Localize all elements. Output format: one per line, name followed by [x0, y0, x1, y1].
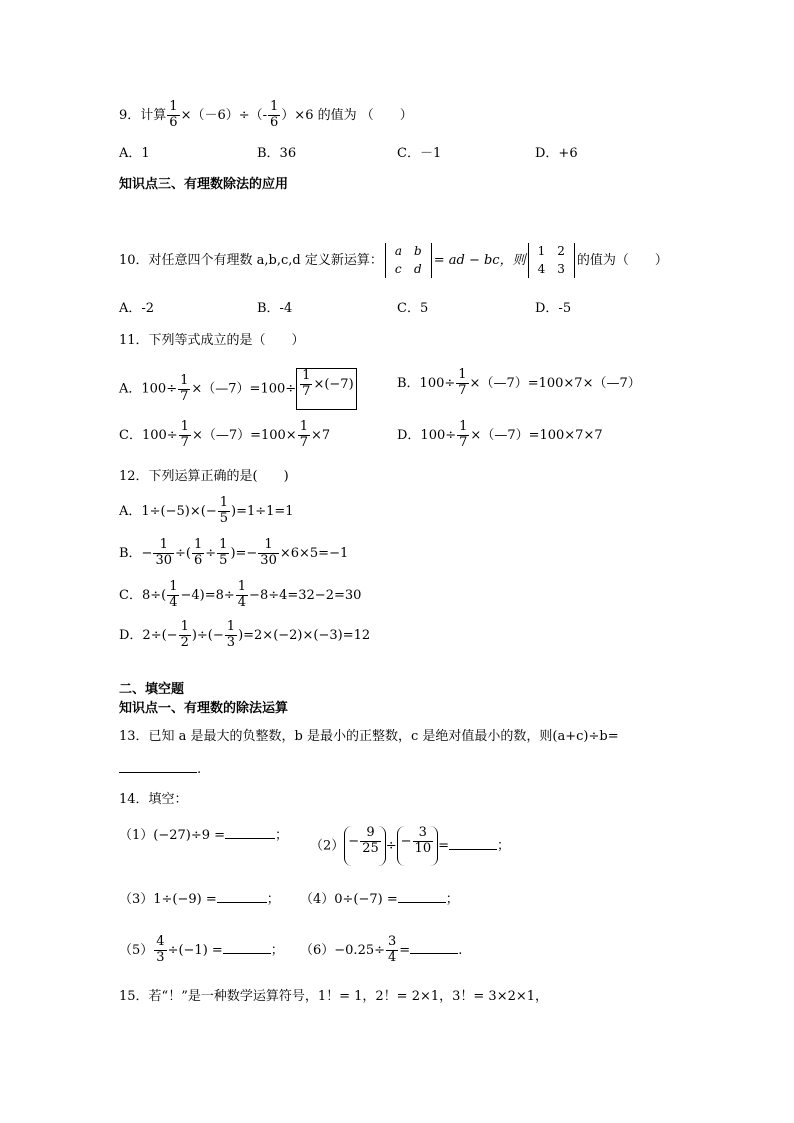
numerator: 1	[459, 419, 468, 434]
numerator: 1	[219, 495, 228, 510]
numerator: 1	[219, 537, 228, 552]
q9-option-a: A．1	[119, 146, 150, 161]
text: ×（—7）=100×7×7	[470, 427, 603, 443]
q14-part-3	[119, 890, 280, 906]
answer-blank[interactable]	[449, 837, 497, 850]
det-cell: 2	[557, 244, 565, 258]
fraction	[360, 826, 381, 857]
section-heading: 知识点三、有理数除法的应用	[119, 177, 289, 192]
numerator: 1	[270, 99, 279, 114]
q9-option-d: D．+6	[535, 146, 578, 161]
q12-option-c	[119, 580, 361, 611]
text: C．100÷	[119, 427, 178, 443]
text: )÷(−	[191, 627, 224, 643]
q9-mid: ×（－6）÷（-	[180, 107, 268, 123]
fraction	[456, 368, 468, 399]
question-14-stem: 14．填空：	[119, 792, 188, 807]
denominator: 30	[260, 552, 277, 568]
q14-part-4	[300, 890, 459, 906]
question-11-stem: 11．下列等式成立的是（ ）	[119, 333, 305, 348]
fraction	[386, 935, 398, 966]
numerator: 1	[169, 99, 178, 114]
q14-part-6	[300, 935, 462, 966]
fraction	[236, 580, 248, 611]
text: ÷(	[175, 545, 191, 561]
denominator: 2	[180, 634, 189, 650]
numerator: 1	[237, 579, 247, 594]
numerator: 3	[413, 826, 434, 842]
denominator: 7	[459, 434, 468, 450]
denominator: 5	[219, 552, 228, 568]
q9-option-b: B．36	[257, 146, 297, 161]
text: A．1÷(−5)×(−	[119, 503, 217, 519]
denominator: 7	[299, 434, 308, 450]
denominator: 4	[169, 594, 178, 610]
text: ；	[266, 892, 280, 907]
det-cell: 1	[537, 244, 546, 258]
fraction	[167, 580, 179, 611]
denominator: 6	[270, 114, 279, 130]
numerator: 1	[299, 419, 308, 434]
text: A．100÷	[119, 381, 178, 397]
part-heading: 二、填空题	[119, 682, 185, 697]
answer-blank[interactable]	[217, 890, 267, 903]
denominator: 6	[193, 552, 203, 568]
text: C．8÷(	[119, 587, 167, 603]
denominator: 30	[155, 552, 172, 568]
text: （1）(−27)÷9 =	[119, 828, 226, 843]
q12-option-b	[119, 538, 348, 569]
denominator: 4	[237, 594, 247, 610]
fraction	[298, 420, 310, 451]
determinant	[385, 243, 432, 278]
q10-option-a: A．-2	[119, 301, 155, 316]
text: ；	[275, 828, 289, 843]
numerator: 1	[180, 372, 189, 388]
fraction	[413, 826, 434, 857]
text: )=1÷1=1	[231, 503, 294, 519]
q14-part-2: （2） − $\frac{9}{25}$ ÷ − $\frac{3}{10}$ = ；	[310, 826, 510, 866]
denominator: 7	[180, 434, 189, 450]
text: B．−	[119, 545, 153, 561]
determinant	[528, 243, 575, 278]
denominator: 3	[156, 949, 165, 965]
denominator: 7	[458, 382, 467, 398]
text: ×7	[310, 427, 331, 443]
q10-option-b: B．-4	[257, 301, 293, 316]
fraction	[268, 100, 280, 131]
q11-option-d	[397, 420, 603, 451]
denominator: 25	[362, 840, 379, 856]
answer-blank[interactable]	[225, 826, 275, 839]
denominator: 6	[169, 114, 178, 130]
text: ×6×5=−1	[279, 545, 349, 561]
text: =	[399, 942, 411, 958]
det-cell: 4	[537, 261, 546, 276]
text: ×（—7）=100×7×（—7）	[469, 375, 641, 391]
fraction	[167, 100, 179, 131]
section-heading: 知识点一、有理数的除法运算	[119, 701, 289, 716]
numerator: 9	[360, 826, 381, 842]
denominator: 7	[302, 383, 311, 399]
denominator: 7	[180, 388, 189, 404]
text: ÷	[205, 545, 217, 561]
fraction	[217, 538, 229, 569]
numerator: 4	[156, 934, 165, 949]
answer-blank[interactable]	[223, 941, 271, 954]
question-15: 15．若“！”是一种数学运算符号，1！= 1，2！= 2×1，3！= 3×2×1，	[119, 989, 549, 1004]
fraction	[178, 374, 190, 405]
text: ；	[497, 838, 511, 854]
q10-suffix: 的值为（ ）	[576, 253, 668, 269]
q12-option-d	[119, 620, 370, 651]
bracket-group	[296, 368, 356, 410]
question-9	[119, 100, 413, 131]
question-10	[119, 243, 668, 278]
text: D．100÷	[397, 427, 457, 443]
q10-option-c: C．5	[397, 301, 429, 316]
denominator: 5	[219, 510, 228, 526]
numerator: 1	[302, 368, 311, 383]
q10-option-d: D．-5	[535, 301, 572, 316]
question-13: 13．已知 a 是最大的负整数，b 是最小的正整数，c 是绝对值最小的数，则(a+c)÷b=	[119, 729, 619, 744]
q9-option-c: C．－1	[397, 146, 442, 161]
answer-blank[interactable]	[398, 890, 446, 903]
fraction	[154, 935, 166, 966]
paren-group: − $\frac{9}{25}$	[344, 826, 385, 866]
fraction	[457, 420, 469, 451]
q12-option-a	[119, 496, 294, 527]
fraction	[179, 620, 191, 651]
numerator: 1	[180, 619, 189, 634]
q13-answer-blank[interactable]: .	[119, 760, 201, 776]
det-cell: b	[414, 244, 422, 258]
question-12-stem: 12．下列运算正确的是( )	[119, 469, 289, 484]
text: （5）	[119, 942, 154, 958]
denominator: 4	[388, 949, 397, 965]
fraction	[258, 538, 279, 569]
numerator: 1	[226, 619, 236, 634]
det-cell: c	[394, 261, 402, 276]
text: （3）1÷(−9) =	[119, 892, 217, 907]
q11-option-a	[119, 368, 357, 410]
fraction	[218, 496, 230, 527]
text: −8÷4=32−2=30	[249, 587, 362, 603]
numerator: 1	[458, 367, 467, 382]
text: D．2÷(−	[119, 627, 178, 643]
fraction	[225, 620, 237, 651]
text: ；	[445, 892, 459, 907]
numerator: 1	[180, 419, 189, 434]
text: ；	[270, 942, 284, 958]
det-cell: 3	[557, 261, 565, 276]
text: )=2×(−2)×(−3)=12	[238, 627, 371, 643]
text: ×(−7)	[313, 376, 354, 392]
answer-blank[interactable]	[410, 941, 458, 954]
q10-eq: = ad − bc，则	[433, 253, 526, 269]
det-cell: d	[414, 261, 422, 276]
text: B．100÷	[397, 375, 456, 391]
text: （2）	[310, 838, 345, 854]
denominator: 3	[226, 634, 236, 650]
text: （6）−0.25÷	[300, 942, 386, 958]
numerator: 1	[153, 538, 174, 554]
fraction	[153, 538, 174, 569]
numerator: 1	[258, 538, 279, 554]
text: ÷(−1) =	[167, 942, 223, 958]
fraction	[179, 420, 191, 451]
det-cell: a	[394, 244, 403, 258]
text: .	[458, 942, 463, 958]
denominator: 10	[414, 840, 432, 856]
numerator: 3	[388, 934, 397, 949]
q9-suffix: ）×6 的值为 （ ）	[281, 107, 413, 123]
numerator: 1	[169, 579, 178, 594]
text: （4）0÷(−7) =	[300, 892, 398, 907]
text: )=−	[230, 545, 258, 561]
q10-prefix: 10．对任意四个有理数 a,b,c,d 定义新运算：	[119, 253, 383, 269]
text: ×（—7）=100÷	[191, 381, 297, 397]
numerator: 1	[193, 537, 203, 552]
fraction	[300, 369, 312, 400]
paren-group: − $\frac{3}{10}$	[397, 826, 438, 866]
text: −4)=8÷	[180, 587, 235, 603]
q11-option-c	[119, 420, 330, 451]
fraction	[192, 538, 204, 569]
q11-option-b	[397, 368, 641, 399]
q14-part-1	[119, 826, 288, 842]
q9-prefix: 9．计算	[119, 107, 167, 123]
text: ×（—7）=100×	[191, 427, 297, 443]
q14-part-5	[119, 935, 284, 966]
